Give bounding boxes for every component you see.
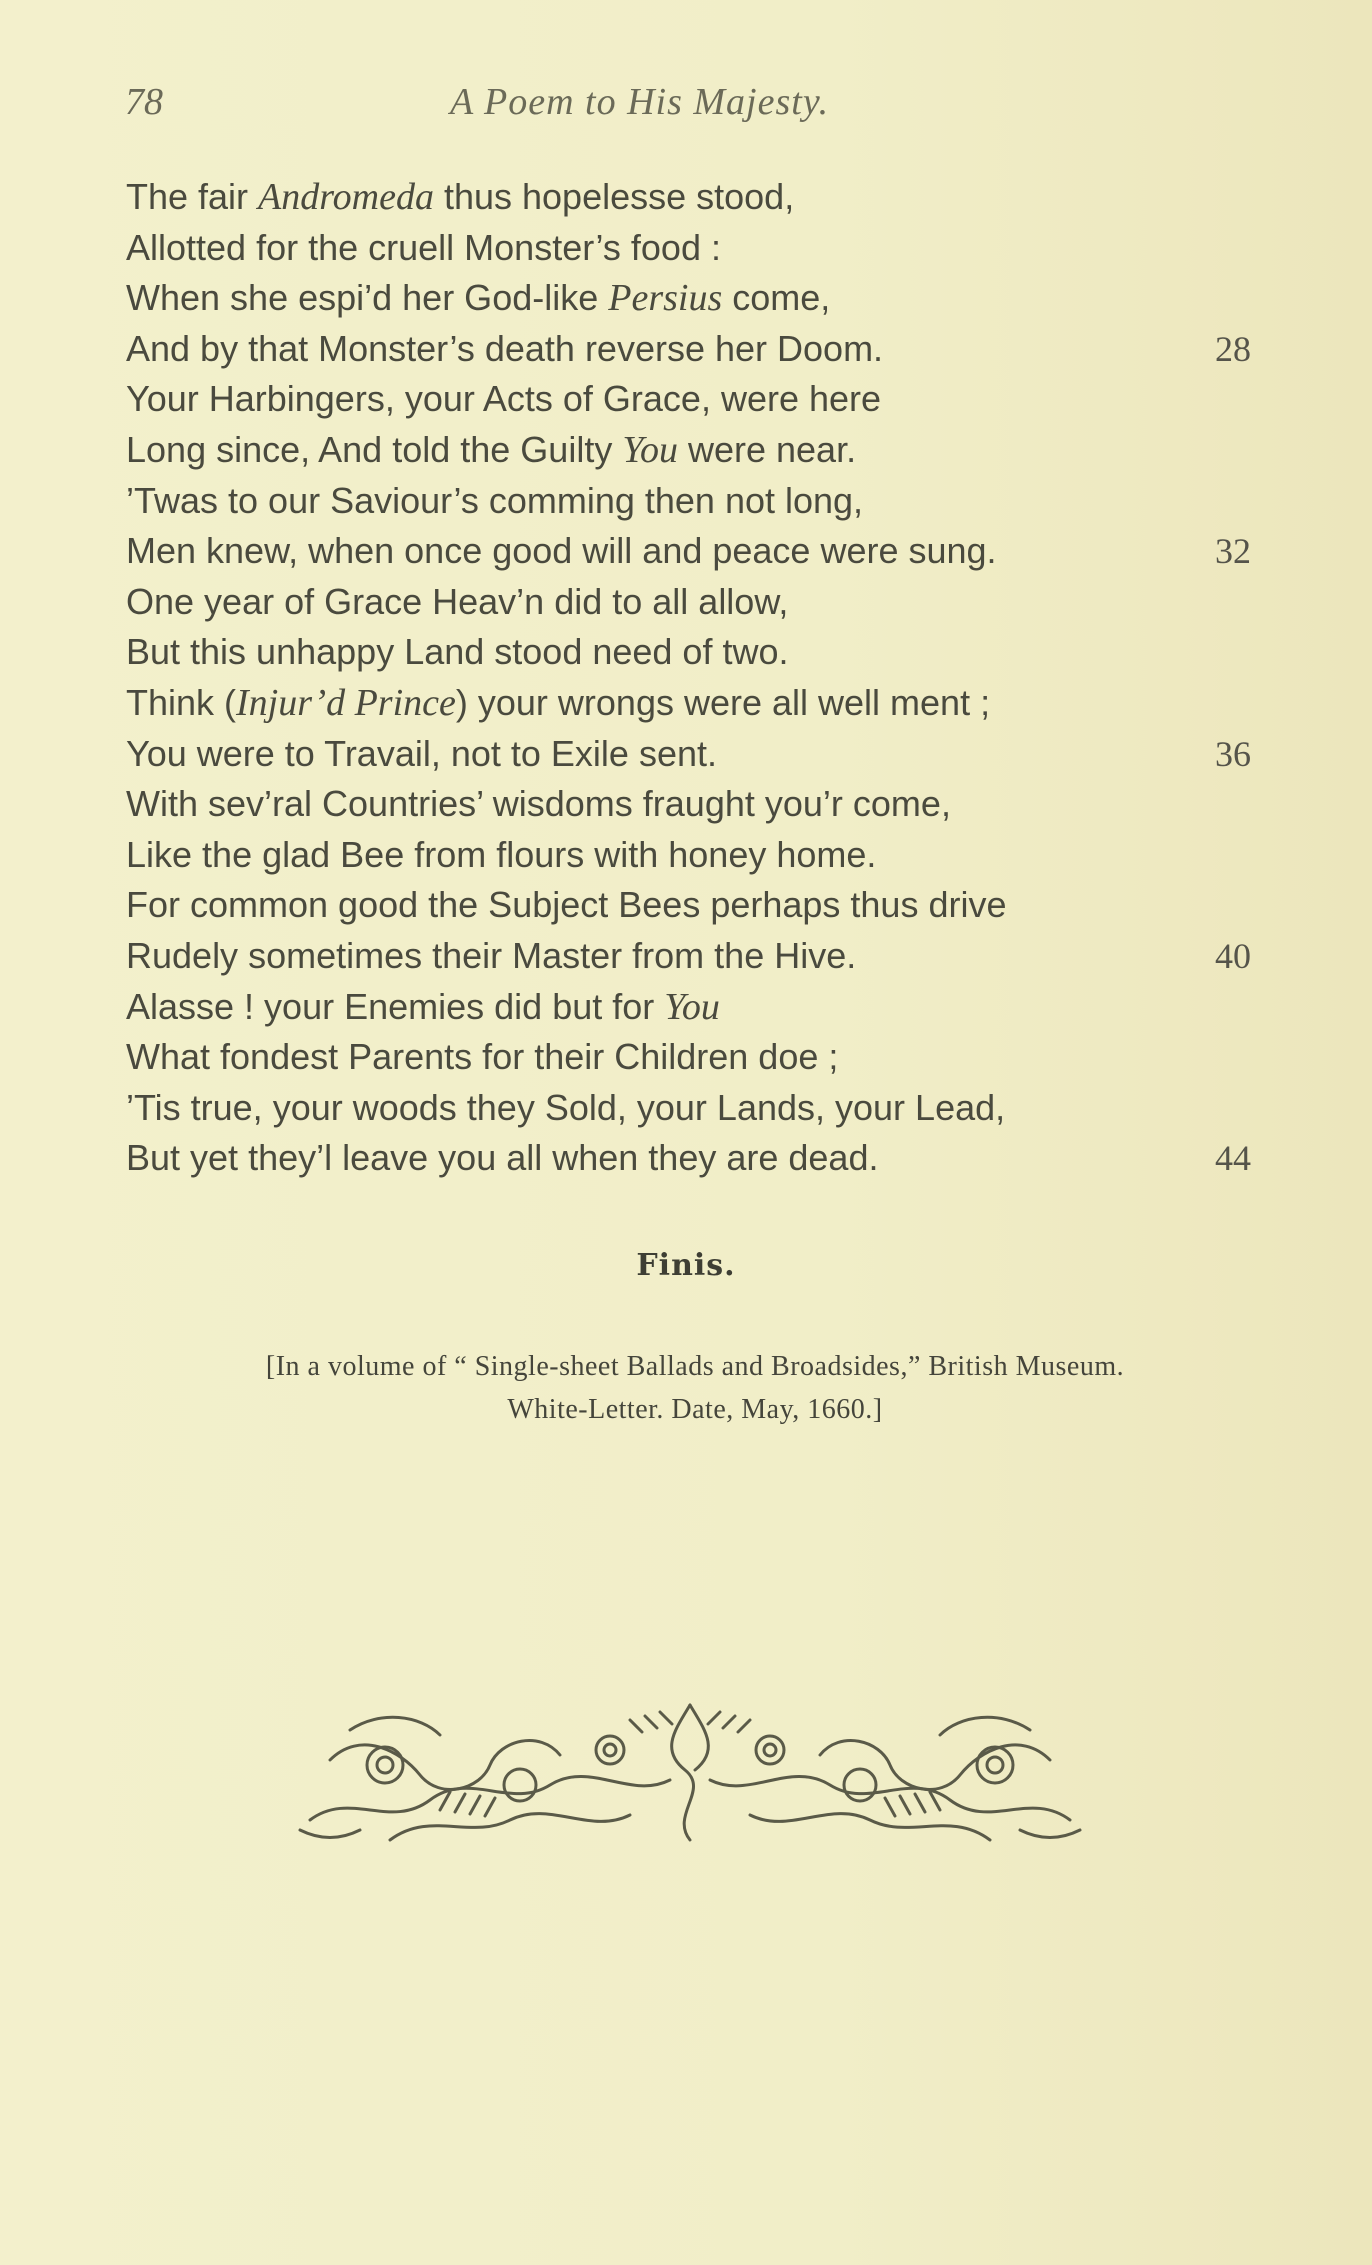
poem-text: Long since, And told the Guilty <box>126 428 623 470</box>
poem-text: Men knew, when once good will and peace were sung. <box>126 530 997 572</box>
line-number: 44 <box>1215 1138 1251 1179</box>
source-note-line-1: [In a volume of “ Single-sheet Ballads and Broadsides,” British Museum. <box>265 1351 1125 1382</box>
poem-text: But yet they’l leave you all when they are dead. <box>126 1137 879 1179</box>
line-number: 28 <box>1215 328 1251 369</box>
poem-body <box>126 172 1256 1184</box>
poem-text: When she espi’d her God-like <box>126 277 609 319</box>
line-number: 40 <box>1215 935 1251 976</box>
poem-text: What fondest Parents for their Children doe ; <box>126 1036 839 1078</box>
poem-line <box>126 476 1256 527</box>
poem-text: Like the glad Bee from flours with honey home. <box>126 833 877 875</box>
poem-line <box>126 729 1256 780</box>
source-note-line-2: White-Letter. Date, May, 1660.] <box>507 1394 883 1425</box>
poem-text: come, <box>722 277 831 319</box>
poem-line <box>126 982 1256 1033</box>
poem-text: And by that Monster’s death reverse her Doom. <box>126 327 884 369</box>
poem-line <box>126 324 1256 375</box>
poem-text: were near. <box>677 428 857 470</box>
poem-line <box>126 526 1256 577</box>
poem-text: But this unhappy Land stood need of two. <box>126 631 789 673</box>
poem-text: With sev’ral Countries’ wisdoms fraught you’r come, <box>126 783 951 825</box>
poem-text: One year of Grace Heav’n did to all allow, <box>126 580 789 622</box>
page-number: 78 <box>125 81 163 123</box>
line-number: 32 <box>1215 531 1251 572</box>
poem-text: Your Harbingers, your Acts of Grace, were here <box>126 378 882 420</box>
poem-text: ’Tis true, your woods they Sold, your Lands, your Lead, <box>126 1086 1006 1128</box>
poem-line <box>126 172 1256 223</box>
poem-text: Think ( <box>126 681 237 723</box>
poem-text: ) your wrongs were all well ment ; <box>455 681 991 723</box>
finis-mark: Finis. <box>636 1248 736 1283</box>
poem-line <box>126 779 1256 830</box>
poem-text: Alasse ! your Enemies did but for <box>126 985 665 1027</box>
poem-italic-text: Persius <box>608 277 723 320</box>
poem-text: Allotted for the cruell Monster’s food : <box>126 226 721 268</box>
poem-italic-text: Andromeda <box>258 176 434 218</box>
decorative-tailpiece-ornament <box>290 1690 1090 1850</box>
poem-line <box>126 830 1256 881</box>
poem-line <box>126 273 1256 324</box>
poem-line <box>126 374 1256 425</box>
poem-line <box>126 627 1256 678</box>
poem-text: The fair <box>126 176 259 217</box>
poem-italic-text: Injur’d Prince <box>236 681 456 724</box>
poem-line <box>126 678 1256 729</box>
poem-text: ’Twas to our Saviour’s comming then not long, <box>126 479 864 521</box>
poem-line <box>126 931 1256 982</box>
poem-line <box>126 425 1256 476</box>
poem-text: You were to Travail, not to Exile sent. <box>126 732 717 774</box>
poem-line <box>126 223 1256 274</box>
poem-text: Rudely sometimes their Master from the Hive. <box>126 934 857 976</box>
poem-italic-text: You <box>622 428 678 471</box>
poem-italic-text: You <box>664 985 720 1028</box>
source-note <box>150 1345 1240 1431</box>
running-title: A Poem to His Majesty. <box>450 81 830 123</box>
poem-line <box>126 1133 1256 1184</box>
poem-text: For common good the Subject Bees perhaps thus drive <box>126 884 1007 926</box>
poem-line <box>126 1032 1256 1083</box>
poem-line <box>126 1083 1256 1134</box>
poem-text: thus hopelesse stood, <box>433 176 795 217</box>
poem-line <box>126 577 1256 628</box>
line-number: 36 <box>1215 733 1251 774</box>
poem-line <box>126 880 1256 931</box>
